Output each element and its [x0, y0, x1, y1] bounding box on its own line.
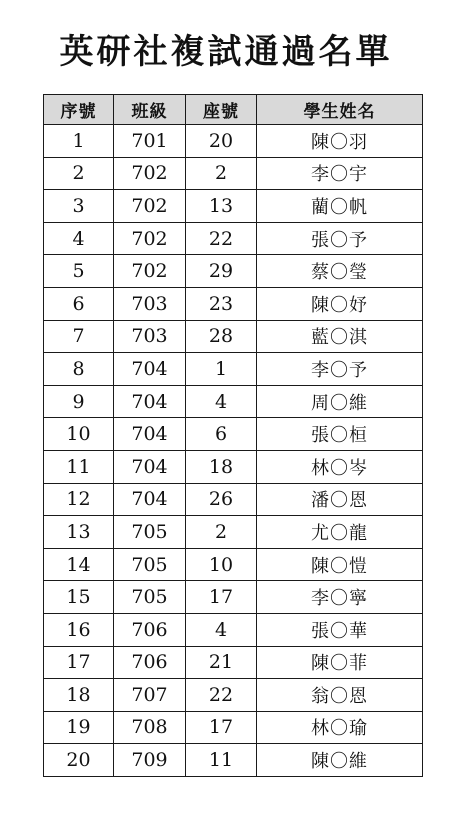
table-row: [44, 450, 423, 483]
cell-name: 李〇寧: [257, 581, 423, 614]
cell-seq: 5: [44, 255, 114, 288]
cell-seq: 20: [44, 744, 114, 777]
table-row: [44, 418, 423, 451]
cell-seat: 28: [186, 320, 257, 353]
cell-name: 藺〇帆: [257, 190, 423, 223]
cell-name: 周〇維: [257, 385, 423, 418]
table-row: [44, 744, 423, 777]
cell-class: 708: [114, 711, 186, 744]
cell-name: 張〇華: [257, 613, 423, 646]
table-row: [44, 646, 423, 679]
table-header-row: [44, 95, 423, 125]
cell-seat: 4: [186, 385, 257, 418]
cell-name: 張〇桓: [257, 418, 423, 451]
cell-class: 705: [114, 516, 186, 549]
cell-class: 706: [114, 613, 186, 646]
cell-class: 709: [114, 744, 186, 777]
cell-seq: 18: [44, 679, 114, 712]
table-row: [44, 613, 423, 646]
cell-seat: 18: [186, 450, 257, 483]
cell-class: 702: [114, 190, 186, 223]
column-header-class: 班級: [114, 95, 186, 125]
cell-seat: 17: [186, 581, 257, 614]
cell-seq: 16: [44, 613, 114, 646]
cell-class: 701: [114, 125, 186, 158]
table-row: [44, 222, 423, 255]
cell-name: 陳〇菲: [257, 646, 423, 679]
cell-seq: 4: [44, 222, 114, 255]
cell-class: 704: [114, 483, 186, 516]
cell-seat: 23: [186, 287, 257, 320]
cell-seq: 19: [44, 711, 114, 744]
cell-class: 706: [114, 646, 186, 679]
cell-seq: 17: [44, 646, 114, 679]
table-row: [44, 516, 423, 549]
cell-class: 707: [114, 679, 186, 712]
cell-seq: 13: [44, 516, 114, 549]
table-row: [44, 125, 423, 158]
cell-seq: 3: [44, 190, 114, 223]
cell-name: 翁〇恩: [257, 679, 423, 712]
cell-seq: 14: [44, 548, 114, 581]
cell-name: 尤〇龍: [257, 516, 423, 549]
table-row: [44, 385, 423, 418]
cell-seat: 2: [186, 157, 257, 190]
cell-seat: 22: [186, 222, 257, 255]
table-row: [44, 320, 423, 353]
cell-name: 陳〇妤: [257, 287, 423, 320]
cell-class: 704: [114, 385, 186, 418]
cell-seat: 10: [186, 548, 257, 581]
cell-name: 張〇予: [257, 222, 423, 255]
cell-name: 蔡〇瑩: [257, 255, 423, 288]
table-body: [44, 125, 423, 777]
cell-name: 陳〇維: [257, 744, 423, 777]
cell-seq: 9: [44, 385, 114, 418]
table-row: [44, 157, 423, 190]
cell-class: 705: [114, 548, 186, 581]
table-row: [44, 353, 423, 386]
cell-name: 陳〇羽: [257, 125, 423, 158]
table-row: [44, 548, 423, 581]
cell-seat: 2: [186, 516, 257, 549]
cell-seq: 6: [44, 287, 114, 320]
column-header-name: 學生姓名: [257, 95, 423, 125]
cell-name: 潘〇恩: [257, 483, 423, 516]
table-row: [44, 255, 423, 288]
cell-seat: 13: [186, 190, 257, 223]
roster-table: [43, 94, 423, 777]
column-header-seq: 序號: [44, 95, 114, 125]
cell-class: 705: [114, 581, 186, 614]
cell-seq: 2: [44, 157, 114, 190]
cell-class: 704: [114, 353, 186, 386]
table-row: [44, 287, 423, 320]
table-row: [44, 483, 423, 516]
cell-seat: 6: [186, 418, 257, 451]
cell-class: 702: [114, 157, 186, 190]
cell-seat: 26: [186, 483, 257, 516]
cell-seat: 4: [186, 613, 257, 646]
cell-name: 陳〇愷: [257, 548, 423, 581]
cell-name: 藍〇淇: [257, 320, 423, 353]
table-row: [44, 581, 423, 614]
cell-seat: 22: [186, 679, 257, 712]
cell-name: 林〇岑: [257, 450, 423, 483]
cell-seat: 17: [186, 711, 257, 744]
cell-class: 703: [114, 287, 186, 320]
page-title: 英研社複試通過名單: [59, 32, 393, 72]
cell-class: 704: [114, 450, 186, 483]
cell-seat: 20: [186, 125, 257, 158]
cell-class: 704: [114, 418, 186, 451]
cell-name: 林〇瑜: [257, 711, 423, 744]
cell-seq: 7: [44, 320, 114, 353]
table-row: [44, 190, 423, 223]
cell-seat: 11: [186, 744, 257, 777]
cell-class: 702: [114, 222, 186, 255]
cell-seq: 15: [44, 581, 114, 614]
cell-seq: 1: [44, 125, 114, 158]
cell-seat: 29: [186, 255, 257, 288]
cell-name: 李〇宇: [257, 157, 423, 190]
cell-seq: 10: [44, 418, 114, 451]
cell-seq: 12: [44, 483, 114, 516]
cell-seat: 21: [186, 646, 257, 679]
cell-seq: 8: [44, 353, 114, 386]
cell-class: 703: [114, 320, 186, 353]
table-row: [44, 679, 423, 712]
cell-class: 702: [114, 255, 186, 288]
cell-seq: 11: [44, 450, 114, 483]
cell-seat: 1: [186, 353, 257, 386]
column-header-seat: 座號: [186, 95, 257, 125]
table-row: [44, 711, 423, 744]
cell-name: 李〇予: [257, 353, 423, 386]
